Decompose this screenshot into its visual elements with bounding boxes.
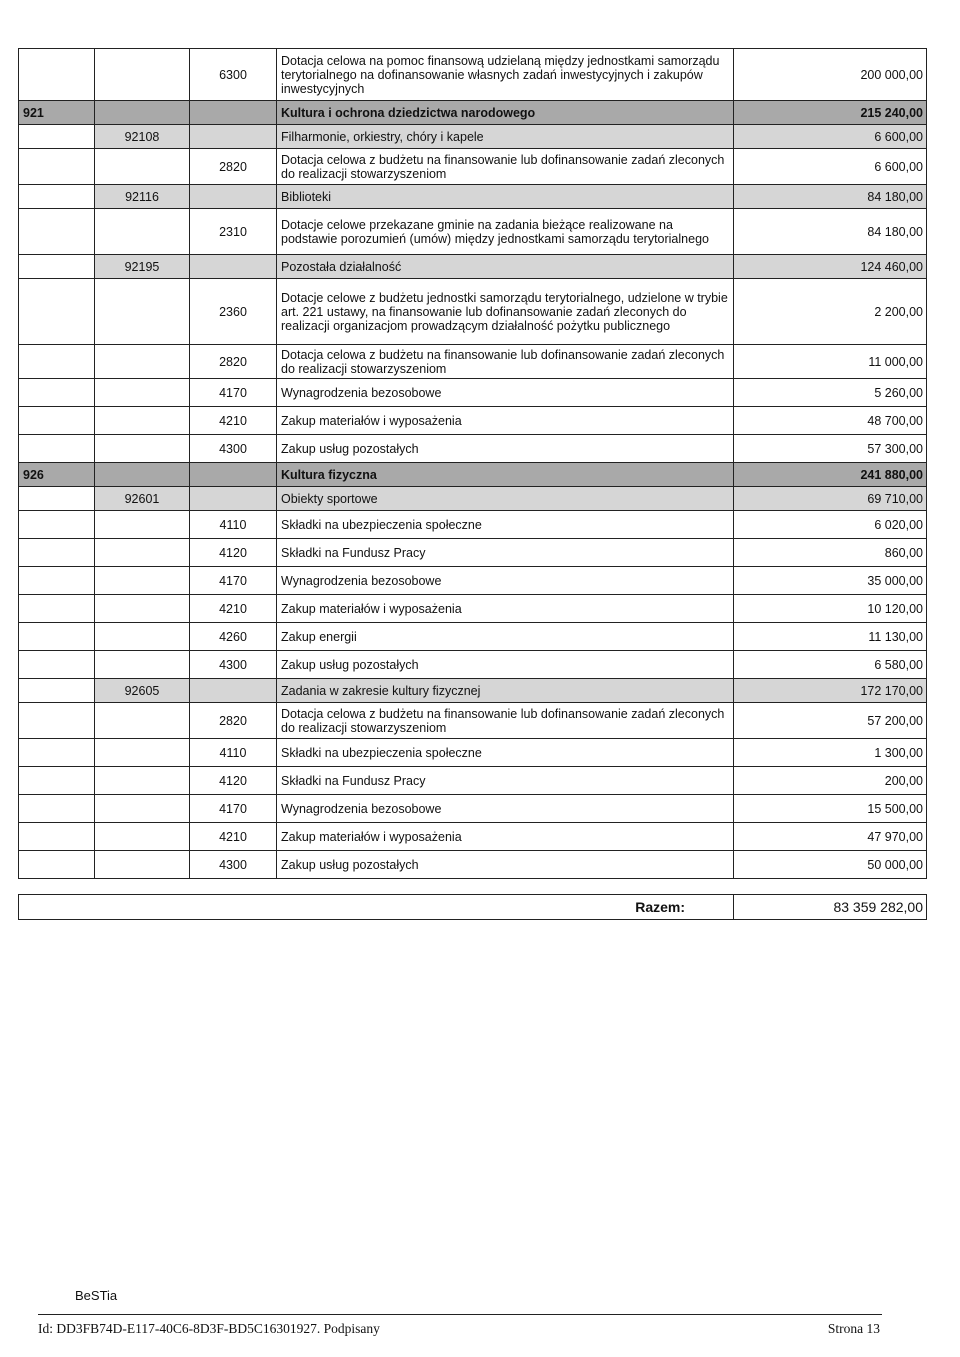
dzial-cell xyxy=(19,679,95,703)
name-cell: Biblioteki xyxy=(277,185,734,209)
name-cell: Dotacja celowa z budżetu na finansowanie lub dofinansowanie zadań zleconych do realizacji stowarzyszeniom xyxy=(277,149,734,185)
footer-document-id: Id: DD3FB74D-E117-40C6-8D3F-BD5C16301927. Podpisany xyxy=(38,1321,380,1336)
name-cell: Składki na ubezpieczenia społeczne xyxy=(277,511,734,539)
rozdzial-cell xyxy=(95,739,190,767)
rozdzial-cell xyxy=(95,623,190,651)
rozdzial-cell xyxy=(95,101,190,125)
paragraf-row xyxy=(19,407,927,435)
paragraf-row xyxy=(19,623,927,651)
paragraf-cell: 4170 xyxy=(190,567,277,595)
amount-cell: 215 240,00 xyxy=(734,101,927,125)
name-cell: Wynagrodzenia bezosobowe xyxy=(277,379,734,407)
dzial-cell xyxy=(19,567,95,595)
dzial-cell xyxy=(19,595,95,623)
paragraf-cell: 4110 xyxy=(190,511,277,539)
rozdzial-cell xyxy=(95,345,190,379)
rozdzial-cell: 92601 xyxy=(95,487,190,511)
name-cell: Zakup materiałów i wyposażenia xyxy=(277,595,734,623)
rozdzial-cell: 92116 xyxy=(95,185,190,209)
rozdzial-row xyxy=(19,185,927,209)
dzial-cell: 926 xyxy=(19,463,95,487)
rozdzial-cell xyxy=(95,767,190,795)
name-cell: Składki na Fundusz Pracy xyxy=(277,767,734,795)
paragraf-cell: 2820 xyxy=(190,345,277,379)
paragraf-cell: 4110 xyxy=(190,739,277,767)
rozdzial-cell xyxy=(95,463,190,487)
paragraf-row xyxy=(19,379,927,407)
name-cell: Dotacja celowa z budżetu na finansowanie lub dofinansowanie zadań zleconych do realizacji stowarzyszeniom xyxy=(277,345,734,379)
rozdzial-cell xyxy=(95,703,190,739)
amount-cell: 200,00 xyxy=(734,767,927,795)
name-cell: Kultura fizyczna xyxy=(277,463,734,487)
name-cell: Zakup usług pozostałych xyxy=(277,851,734,879)
name-cell: Zadania w zakresie kultury fizycznej xyxy=(277,679,734,703)
paragraf-cell: 4170 xyxy=(190,795,277,823)
paragraf-cell: 4210 xyxy=(190,595,277,623)
dzial-cell xyxy=(19,407,95,435)
amount-cell: 6 580,00 xyxy=(734,651,927,679)
paragraf-row xyxy=(19,767,927,795)
name-cell: Dotacje celowe przekazane gminie na zadania bieżące realizowane na podstawie porozumień (umów) między jednostkami samorządu terytorialnego xyxy=(277,209,734,255)
paragraf-cell: 6300 xyxy=(190,49,277,101)
paragraf-cell: 4260 xyxy=(190,623,277,651)
rozdzial-cell xyxy=(95,511,190,539)
amount-cell: 57 200,00 xyxy=(734,703,927,739)
footer-software-name: BeSTia xyxy=(75,1288,118,1303)
paragraf-cell: 4210 xyxy=(190,407,277,435)
amount-cell: 172 170,00 xyxy=(734,679,927,703)
dzial-cell xyxy=(19,539,95,567)
amount-cell: 860,00 xyxy=(734,539,927,567)
summary-total: 83 359 282,00 xyxy=(734,895,927,920)
paragraf-cell: 2820 xyxy=(190,149,277,185)
rozdzial-cell xyxy=(95,567,190,595)
rozdzial-row xyxy=(19,125,927,149)
dzial-row xyxy=(19,463,927,487)
paragraf-row xyxy=(19,851,927,879)
paragraf-cell: 4210 xyxy=(190,823,277,851)
budget-table-body xyxy=(19,49,927,879)
name-cell: Zakup materiałów i wyposażenia xyxy=(277,407,734,435)
amount-cell: 47 970,00 xyxy=(734,823,927,851)
amount-cell: 15 500,00 xyxy=(734,795,927,823)
dzial-cell xyxy=(19,767,95,795)
dzial-cell xyxy=(19,125,95,149)
amount-cell: 48 700,00 xyxy=(734,407,927,435)
dzial-row xyxy=(19,101,927,125)
amount-cell: 10 120,00 xyxy=(734,595,927,623)
name-cell: Dotacja celowa z budżetu na finansowanie lub dofinansowanie zadań zleconych do realizacji stowarzyszeniom xyxy=(277,703,734,739)
paragraf-row xyxy=(19,739,927,767)
dzial-cell xyxy=(19,209,95,255)
rozdzial-cell xyxy=(95,379,190,407)
summary-table xyxy=(18,894,927,920)
dzial-cell xyxy=(19,511,95,539)
name-cell: Zakup usług pozostałych xyxy=(277,435,734,463)
amount-cell: 50 000,00 xyxy=(734,851,927,879)
amount-cell: 35 000,00 xyxy=(734,567,927,595)
amount-cell: 241 880,00 xyxy=(734,463,927,487)
rozdzial-cell xyxy=(95,823,190,851)
name-cell: Składki na Fundusz Pracy xyxy=(277,539,734,567)
rozdzial-cell: 92195 xyxy=(95,255,190,279)
paragraf-cell: 4300 xyxy=(190,435,277,463)
name-cell: Filharmonie, orkiestry, chóry i kapele xyxy=(277,125,734,149)
paragraf-cell: 2820 xyxy=(190,703,277,739)
dzial-cell xyxy=(19,739,95,767)
dzial-cell xyxy=(19,185,95,209)
rozdzial-row xyxy=(19,487,927,511)
paragraf-row xyxy=(19,595,927,623)
amount-cell: 200 000,00 xyxy=(734,49,927,101)
dzial-cell xyxy=(19,255,95,279)
footer-page-number: Strona 13 xyxy=(827,1321,880,1336)
dzial-cell xyxy=(19,623,95,651)
amount-cell: 84 180,00 xyxy=(734,209,927,255)
rozdzial-cell xyxy=(95,851,190,879)
rozdzial-cell: 92605 xyxy=(95,679,190,703)
name-cell: Dotacje celowe z budżetu jednostki samorządu terytorialnego, udzielone w trybie art. 221 ustawy, na finansowanie lub dofinansowanie zadań zleconych do realizacji organizacjom prowadzącym działalność pożytku publicznego xyxy=(277,279,734,345)
paragraf-row xyxy=(19,149,927,185)
footer-divider xyxy=(38,1314,882,1315)
paragraf-cell xyxy=(190,255,277,279)
amount-cell: 6 020,00 xyxy=(734,511,927,539)
rozdzial-cell xyxy=(95,435,190,463)
paragraf-cell: 4120 xyxy=(190,539,277,567)
rozdzial-cell xyxy=(95,651,190,679)
rozdzial-row xyxy=(19,255,927,279)
dzial-cell xyxy=(19,345,95,379)
paragraf-cell xyxy=(190,463,277,487)
dzial-cell xyxy=(19,435,95,463)
dzial-cell xyxy=(19,823,95,851)
paragraf-row xyxy=(19,651,927,679)
paragraf-cell: 4300 xyxy=(190,651,277,679)
rozdzial-cell xyxy=(95,209,190,255)
paragraf-cell: 2310 xyxy=(190,209,277,255)
paragraf-cell xyxy=(190,487,277,511)
paragraf-row xyxy=(19,49,927,101)
dzial-cell: 921 xyxy=(19,101,95,125)
rozdzial-cell xyxy=(95,795,190,823)
dzial-cell xyxy=(19,651,95,679)
name-cell: Zakup usług pozostałych xyxy=(277,651,734,679)
paragraf-cell xyxy=(190,125,277,149)
dzial-cell xyxy=(19,795,95,823)
rozdzial-cell xyxy=(95,49,190,101)
paragraf-cell xyxy=(190,101,277,125)
amount-cell: 84 180,00 xyxy=(734,185,927,209)
paragraf-row xyxy=(19,823,927,851)
amount-cell: 124 460,00 xyxy=(734,255,927,279)
dzial-cell xyxy=(19,149,95,185)
name-cell: Zakup energii xyxy=(277,623,734,651)
dzial-cell xyxy=(19,49,95,101)
rozdzial-cell xyxy=(95,539,190,567)
paragraf-cell: 2360 xyxy=(190,279,277,345)
paragraf-cell: 4170 xyxy=(190,379,277,407)
summary-label: Razem: xyxy=(19,895,734,920)
paragraf-row xyxy=(19,567,927,595)
paragraf-cell xyxy=(190,185,277,209)
amount-cell: 6 600,00 xyxy=(734,149,927,185)
paragraf-row xyxy=(19,511,927,539)
dzial-cell xyxy=(19,379,95,407)
dzial-cell xyxy=(19,703,95,739)
paragraf-row xyxy=(19,279,927,345)
paragraf-row xyxy=(19,209,927,255)
dzial-cell xyxy=(19,279,95,345)
name-cell: Kultura i ochrona dziedzictwa narodowego xyxy=(277,101,734,125)
paragraf-cell xyxy=(190,679,277,703)
dzial-cell xyxy=(19,851,95,879)
amount-cell: 69 710,00 xyxy=(734,487,927,511)
rozdzial-cell xyxy=(95,279,190,345)
rozdzial-cell xyxy=(95,595,190,623)
rozdzial-cell xyxy=(95,149,190,185)
rozdzial-cell xyxy=(95,407,190,435)
paragraf-cell: 4120 xyxy=(190,767,277,795)
amount-cell: 5 260,00 xyxy=(734,379,927,407)
amount-cell: 11 000,00 xyxy=(734,345,927,379)
name-cell: Wynagrodzenia bezosobowe xyxy=(277,795,734,823)
name-cell: Obiekty sportowe xyxy=(277,487,734,511)
paragraf-row xyxy=(19,795,927,823)
name-cell: Składki na ubezpieczenia społeczne xyxy=(277,739,734,767)
amount-cell: 11 130,00 xyxy=(734,623,927,651)
name-cell: Zakup materiałów i wyposażenia xyxy=(277,823,734,851)
paragraf-row xyxy=(19,703,927,739)
amount-cell: 1 300,00 xyxy=(734,739,927,767)
paragraf-row xyxy=(19,539,927,567)
name-cell: Pozostała działalność xyxy=(277,255,734,279)
rozdzial-cell: 92108 xyxy=(95,125,190,149)
amount-cell: 2 200,00 xyxy=(734,279,927,345)
amount-cell: 6 600,00 xyxy=(734,125,927,149)
budget-table xyxy=(18,48,927,879)
paragraf-cell: 4300 xyxy=(190,851,277,879)
summary-row xyxy=(19,895,927,920)
paragraf-row xyxy=(19,435,927,463)
name-cell: Wynagrodzenia bezosobowe xyxy=(277,567,734,595)
paragraf-row xyxy=(19,345,927,379)
rozdzial-row xyxy=(19,679,927,703)
name-cell: Dotacja celowa na pomoc finansową udzielaną między jednostkami samorządu terytorialnego na dofinansowanie własnych zadań inwestycyjnych i zakupów inwestycyjnych xyxy=(277,49,734,101)
dzial-cell xyxy=(19,487,95,511)
amount-cell: 57 300,00 xyxy=(734,435,927,463)
